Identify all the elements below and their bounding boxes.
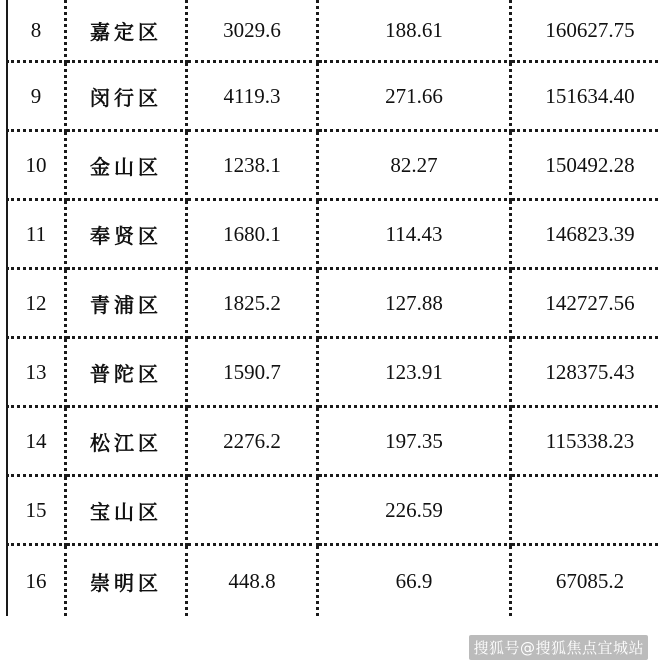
district-data-table: [6, 0, 660, 616]
value2-cell: 226.59: [318, 476, 511, 545]
district-cell: 嘉定区: [66, 0, 187, 62]
rank-cell: 9: [7, 62, 66, 131]
table-row: [7, 545, 660, 617]
value3-cell: 151634.40: [511, 62, 660, 131]
table-row: [7, 269, 660, 338]
value3-cell: 67085.2: [511, 545, 660, 617]
rank-cell: 12: [7, 269, 66, 338]
district-cell: 闵行区: [66, 62, 187, 131]
data-table-container: [6, 0, 654, 666]
value2-cell: 271.66: [318, 62, 511, 131]
value1-cell: 1825.2: [187, 269, 318, 338]
value3-cell: [511, 476, 660, 545]
value1-cell: 2276.2: [187, 407, 318, 476]
value3-cell: 128375.43: [511, 338, 660, 407]
value3-cell: 115338.23: [511, 407, 660, 476]
value2-cell: 188.61: [318, 0, 511, 62]
value1-cell: 1680.1: [187, 200, 318, 269]
table-row: [7, 0, 660, 62]
rank-cell: 10: [7, 131, 66, 200]
value2-cell: 66.9: [318, 545, 511, 617]
watermark-text: 搜狐号@搜狐焦点宜城站: [469, 635, 648, 660]
district-cell: 崇明区: [66, 545, 187, 617]
value2-cell: 82.27: [318, 131, 511, 200]
district-cell: 松江区: [66, 407, 187, 476]
district-cell: 宝山区: [66, 476, 187, 545]
value1-cell: 1590.7: [187, 338, 318, 407]
table-row: [7, 476, 660, 545]
value1-cell: 3029.6: [187, 0, 318, 62]
rank-cell: 11: [7, 200, 66, 269]
value2-cell: 197.35: [318, 407, 511, 476]
district-cell: 金山区: [66, 131, 187, 200]
table-row: [7, 407, 660, 476]
table-row: [7, 62, 660, 131]
value2-cell: 123.91: [318, 338, 511, 407]
district-cell: 普陀区: [66, 338, 187, 407]
rank-cell: 14: [7, 407, 66, 476]
value1-cell: 448.8: [187, 545, 318, 617]
value3-cell: 142727.56: [511, 269, 660, 338]
value1-cell: 4119.3: [187, 62, 318, 131]
rank-cell: 13: [7, 338, 66, 407]
table-row: [7, 200, 660, 269]
value1-cell: [187, 476, 318, 545]
table-row: [7, 338, 660, 407]
value2-cell: 114.43: [318, 200, 511, 269]
district-cell: 奉贤区: [66, 200, 187, 269]
value3-cell: 160627.75: [511, 0, 660, 62]
value2-cell: 127.88: [318, 269, 511, 338]
value3-cell: 146823.39: [511, 200, 660, 269]
value1-cell: 1238.1: [187, 131, 318, 200]
rank-cell: 8: [7, 0, 66, 62]
rank-cell: 15: [7, 476, 66, 545]
table-row: [7, 131, 660, 200]
rank-cell: 16: [7, 545, 66, 617]
value3-cell: 150492.28: [511, 131, 660, 200]
district-cell: 青浦区: [66, 269, 187, 338]
